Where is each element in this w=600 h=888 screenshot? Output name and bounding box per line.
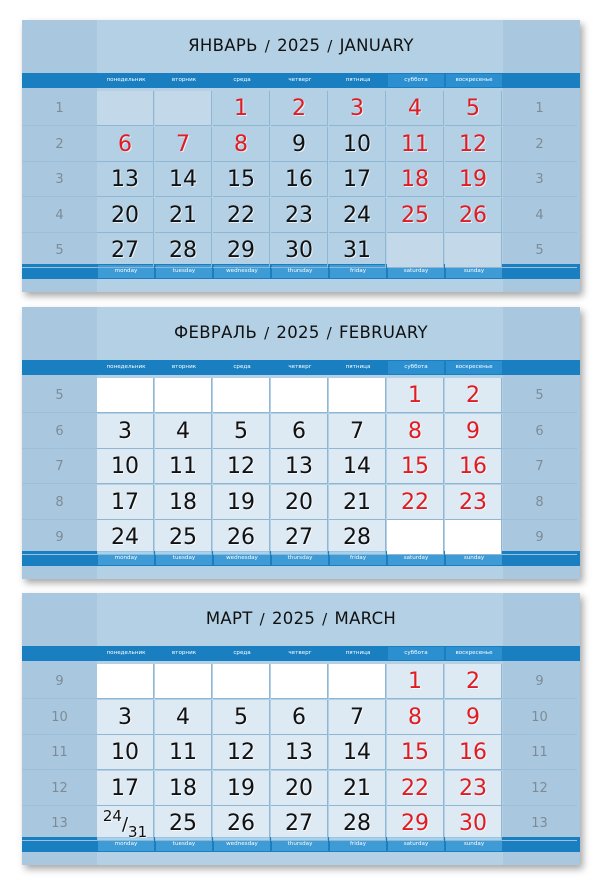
empty-day-cell [329,664,386,699]
weekday-header-ru: суббота [388,74,444,87]
day-cell: 20 [271,485,328,520]
weekday-header-ru: вторник [171,650,197,656]
month-year: 2025 [276,323,320,342]
weekday-header-ru: понедельник [106,650,146,656]
day-cell: 13 [271,735,328,770]
title-separator: / [264,324,270,342]
weekday-footer-en: saturday [388,552,444,565]
day-cell: 5 [213,414,270,449]
week-number-right: 3 [502,162,577,197]
day-cell: 2 [445,664,502,699]
day-cell: 1 [387,664,444,699]
day-cell: 30 [271,233,328,268]
week-number-right: 7 [502,449,577,484]
weekday-footer-en: sunday [446,552,502,565]
month-name-en: FEBRUARY [338,323,428,342]
day-cell: 15 [387,735,444,770]
day-cell: 8 [213,127,270,162]
day-cell: 4 [387,91,444,126]
empty-day-cell [271,664,328,699]
day-cell: 12 [213,449,270,484]
day-cell: 4 [155,700,212,735]
empty-day-cell [329,378,386,413]
day-cell: 9 [445,700,502,735]
day-cell: 2 [445,378,502,413]
day-cell: 23 [271,198,328,233]
week-number-left: 6 [22,414,97,449]
day-cell: 30 [445,806,502,841]
week-number-right: 9 [502,664,577,699]
day-cell: 14 [155,162,212,197]
day-cell: 25 [155,806,212,841]
day-cell: 13 [271,449,328,484]
day-cell: 21 [329,485,386,520]
day-cell [97,806,154,841]
day-cell: 10 [97,449,154,484]
empty-day-cell [155,664,212,699]
day-cell: 27 [97,233,154,268]
empty-day-cell [213,378,270,413]
day-cell: 20 [271,771,328,806]
week-number-left: 3 [22,162,97,197]
day-cell: 31 [329,233,386,268]
day-cell: 11 [155,735,212,770]
day-cell: 18 [155,771,212,806]
week-number-left: 13 [22,806,97,841]
day-cell: 19 [213,485,270,520]
day-cell: 12 [445,127,502,162]
week-number-left: 2 [22,127,97,162]
weekday-footer-en: tuesday [156,838,212,851]
title-separator: / [264,37,271,55]
weekday-footer-en: tuesday [156,552,212,565]
title-separator: / [322,610,328,628]
month-name-ru: ФЕВРАЛЬ [174,323,258,342]
week-number-left: 8 [22,485,97,520]
weekday-header-ru: среда [233,77,251,83]
month-name-ru: МАРТ [205,609,253,628]
week-number-left: 10 [22,700,97,735]
day-cell: 5 [445,91,502,126]
weekday-footer-en: saturday [388,265,444,278]
week-number-left: 5 [22,378,97,413]
weekday-footer-en: tuesday [156,265,212,278]
day-cell: 21 [155,198,212,233]
weekday-footer-en: sunday [446,265,502,278]
week-number-right: 2 [502,127,577,162]
weekday-footer-en: friday [330,265,386,278]
week-number-right: 11 [502,735,577,770]
weekday-footer-en: wednesday [214,838,270,851]
title-separator: / [327,37,333,55]
week-number-left: 7 [22,449,97,484]
empty-day-cell [387,520,444,555]
week-number-right: 1 [502,91,577,126]
week-number-left: 9 [22,520,97,555]
day-cell: 16 [445,449,502,484]
day-cell: 28 [155,233,212,268]
empty-day-cell [271,378,328,413]
week-number-right: 5 [502,233,577,268]
day-cell: 2 [271,91,328,126]
week-number-left: 1 [22,91,97,126]
month-year: 2025 [277,36,321,55]
day-cell: 23 [445,771,502,806]
day-cell: 17 [97,485,154,520]
week-number-left: 4 [22,198,97,233]
weekday-footer-en: monday [98,552,154,565]
weekday-header-ru: вторник [171,364,197,370]
day-cell: 15 [213,162,270,197]
month-name-en: MARCH [334,609,397,628]
weekday-header-ru: четверг [288,650,312,656]
week-number-right: 6 [502,414,577,449]
day-cell: 3 [329,91,386,126]
day-cell: 22 [387,771,444,806]
day-cell: 16 [445,735,502,770]
day-cell: 10 [329,127,386,162]
day-cell: 1 [213,91,270,126]
week-number-right: 12 [502,771,577,806]
weekday-footer-en: wednesday [214,552,270,565]
weekday-footer-en: monday [98,265,154,278]
day-slash: / [121,814,129,835]
day-cell: 6 [271,700,328,735]
month-year: 2025 [271,609,316,628]
weekday-footer-en: thursday [272,265,328,278]
weekday-footer-en: friday [330,838,386,851]
weekday-header-ru: понедельник [106,77,146,83]
day-cell: 7 [329,414,386,449]
weekday-header-ru: четверг [288,77,312,83]
day-cell: 4 [155,414,212,449]
weekday-header-ru: среда [233,364,251,370]
week-number-left: 12 [22,771,97,806]
day-cell: 15 [387,449,444,484]
month-block [22,593,580,865]
day-cell: 28 [329,520,386,555]
day-cell: 1 [387,378,444,413]
week-number-right: 4 [502,198,577,233]
weekday-header-ru: воскресенье [446,74,502,87]
week-number-right: 5 [502,378,577,413]
week-number-left: 5 [22,233,97,268]
day-cell: 9 [445,414,502,449]
day-cell: 22 [213,198,270,233]
empty-day-cell [387,233,444,268]
day-cell: 25 [387,198,444,233]
month-title [22,36,580,55]
day-cell: 21 [329,771,386,806]
day-cell: 10 [97,735,154,770]
weekday-footer-en: monday [98,838,154,851]
weekday-footer-en: thursday [272,838,328,851]
empty-day-cell [97,91,154,126]
day-cell: 18 [387,162,444,197]
day-cell: 26 [213,806,270,841]
weekday-footer-en: saturday [388,838,444,851]
day-cell: 24 [329,198,386,233]
weekday-header-ru: четверг [288,364,312,370]
day-cell: 17 [97,771,154,806]
weekday-header-ru: вторник [171,77,197,83]
weekday-header-ru: пятница [345,364,371,370]
day-cell: 27 [271,520,328,555]
empty-day-cell [97,664,154,699]
day-cell: 11 [387,127,444,162]
day-cell: 11 [155,449,212,484]
day-cell: 28 [329,806,386,841]
day-cell: 3 [97,414,154,449]
day-cell: 7 [329,700,386,735]
day-cell: 26 [445,198,502,233]
weekday-header-ru: среда [233,650,251,656]
week-number-right: 9 [502,520,577,555]
day-cell: 16 [271,162,328,197]
empty-day-cell [445,520,502,555]
day-cell: 25 [155,520,212,555]
day-cell: 29 [213,233,270,268]
weekday-header-ru: понедельник [106,364,146,370]
month-name-en: JANUARY [339,36,414,55]
day-number: 24 [102,807,122,825]
day-cell: 19 [213,771,270,806]
weekday-header-ru: воскресенье [446,647,502,660]
weekday-header-ru: пятница [345,77,371,83]
empty-day-cell [213,664,270,699]
day-cell: 9 [271,127,328,162]
day-cell: 17 [329,162,386,197]
week-number-right: 13 [502,806,577,841]
day-cell: 26 [213,520,270,555]
day-cell: 6 [97,127,154,162]
day-number: 31 [128,823,148,841]
day-cell: 24 [97,520,154,555]
day-cell: 20 [97,198,154,233]
day-cell: 13 [97,162,154,197]
weekday-header-ru: суббота [388,647,444,660]
empty-day-cell [445,233,502,268]
day-cell: 19 [445,162,502,197]
month-name-ru: ЯНВАРЬ [188,36,258,55]
day-cell: 29 [387,806,444,841]
title-separator: / [326,324,332,342]
empty-day-cell [155,91,212,126]
day-cell: 18 [155,485,212,520]
month-title [22,323,580,342]
day-cell: 3 [97,700,154,735]
day-cell: 12 [213,735,270,770]
weekday-footer-en: wednesday [214,265,270,278]
week-number-right: 8 [502,485,577,520]
weekday-footer-en: thursday [272,552,328,565]
month-title [22,609,580,628]
day-cell: 8 [387,414,444,449]
weekday-footer-en: sunday [446,838,502,851]
day-cell: 6 [271,414,328,449]
day-cell: 8 [387,700,444,735]
empty-day-cell [155,378,212,413]
week-number-left: 9 [22,664,97,699]
empty-day-cell [97,378,154,413]
title-separator: / [259,610,265,628]
day-cell: 27 [271,806,328,841]
week-number-left: 11 [22,735,97,770]
day-cell: 22 [387,485,444,520]
month-block [22,20,580,292]
day-cell: 14 [329,735,386,770]
weekday-footer-en: friday [330,552,386,565]
week-number-right: 10 [502,700,577,735]
day-cell: 5 [213,700,270,735]
weekday-header-ru: суббота [388,361,444,374]
day-cell: 7 [155,127,212,162]
day-cell: 23 [445,485,502,520]
day-cell: 14 [329,449,386,484]
weekday-header-ru: воскресенье [446,361,502,374]
weekday-header-ru: пятница [345,650,371,656]
month-block [22,307,580,579]
